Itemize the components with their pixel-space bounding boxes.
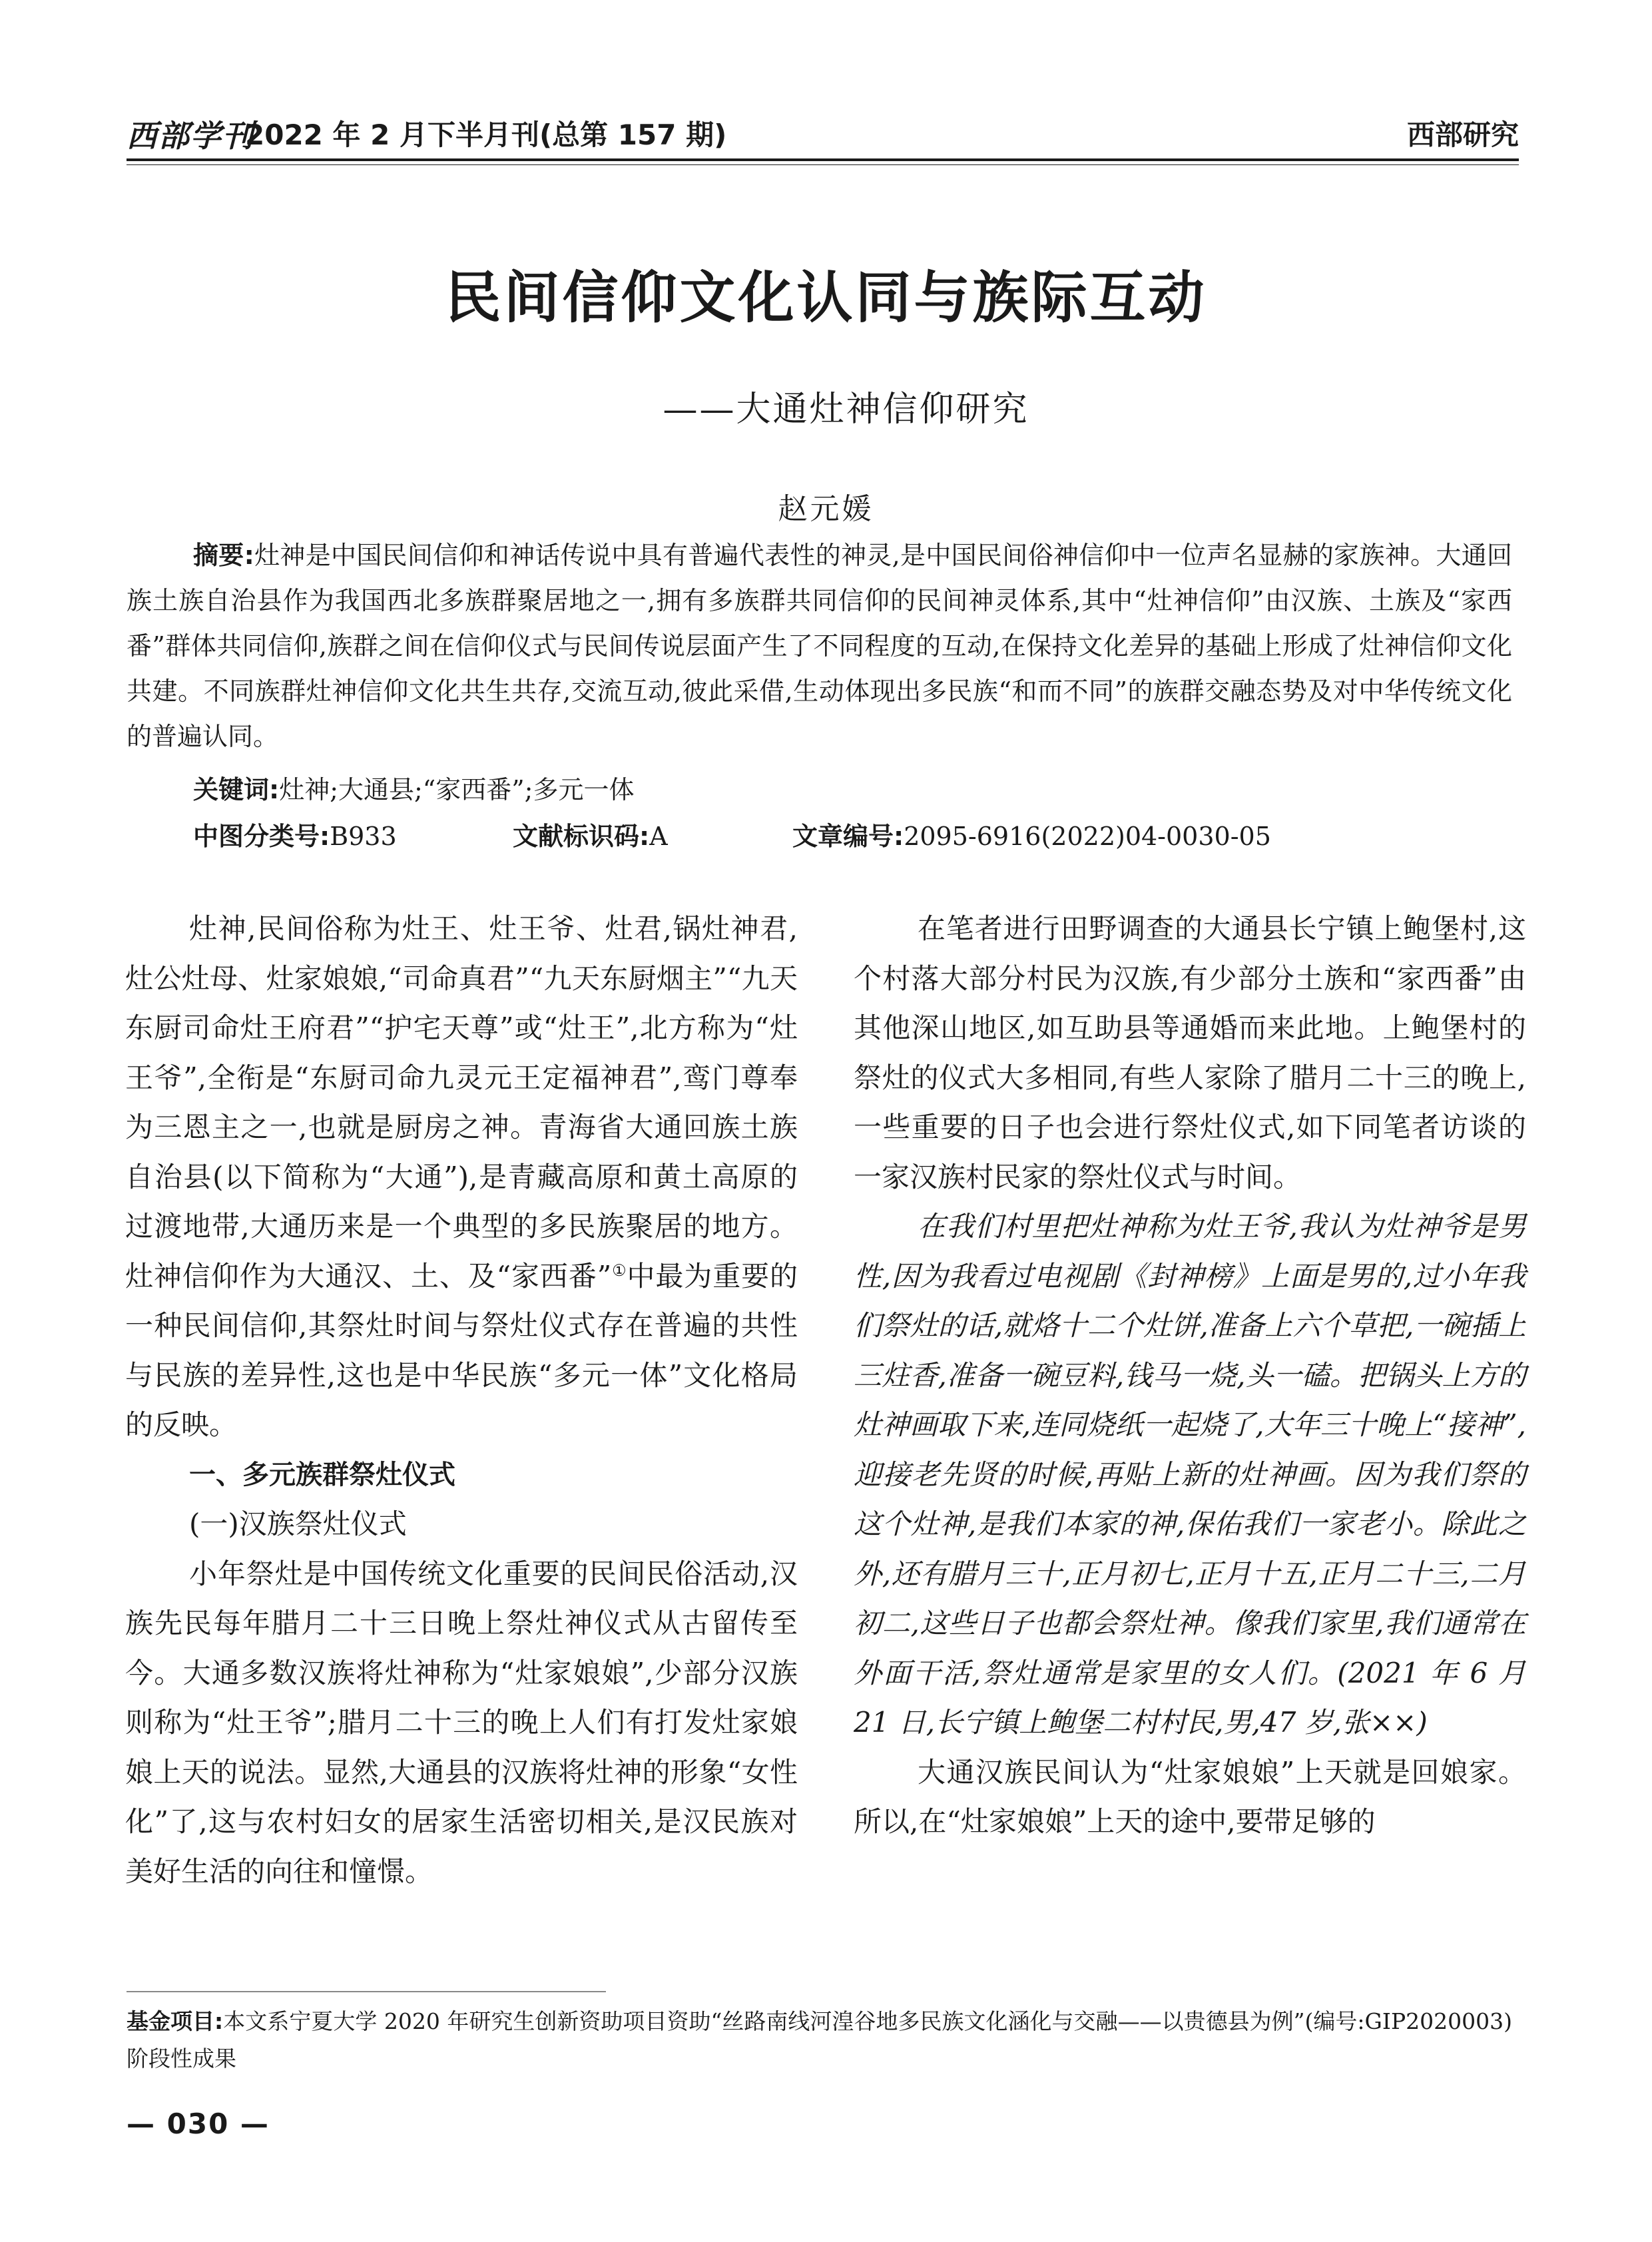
page-number: — 030 — [127,2107,270,2140]
abstract [127,533,1512,759]
body-paragraph: 在笔者进行田野调查的大通县长宁镇上鲍堡村,这个村落大部分村民为汉族,有少部分土族和“家西番”由其他深山地区,如互助县等通婚而来此地。上鲍堡村的祭灶的仪式大多相同,有些人家除了腊月二十三的晚上,一些重要的日子也会进行祭灶仪式,如下同笔者访谈的一家汉族村民家的祭灶仪式与时间。 [854,912,1526,1193]
body-paragraph: 小年祭灶是中国传统文化重要的民间民俗活动,汉族先民每年腊月二十三日晚上祭灶神仪式从古留传至今。大通多数汉族将灶神称为“灶家娘娘”,少部分汉族则称为“灶王爷”;腊月二十三的晚上人们有打发灶家娘娘上天的说法。显然,大通县的汉族将灶神的形象“女性化”了,这与农村妇女的居家生活密切相关,是汉民族对美好生活的向往和憧憬。 [125,1557,798,1888]
running-header [127,112,1519,158]
journal-issue: 2022 年 2 月下半月刊(总第 157 期) [245,119,727,151]
body-column-right [854,904,1526,1847]
subsection-heading: (一)汉族祭灶仪式 [189,1508,407,1540]
doc-value: A [649,822,668,851]
article-subtitle: ——大通灶神信仰研究 [663,390,1029,429]
doc-code [513,814,792,859]
header-rule [127,158,1519,161]
body-paragraph [125,904,798,1450]
article-number-label: 文章编号: [792,822,904,851]
paragraph-text: 中最为重要的一种民间信仰,其祭灶时间与祭灶仪式存在普遍的共性与民族的差异性,这也是中华民族“多元一体”文化格局的反映。 [125,1259,798,1441]
classification-row [193,814,1271,859]
section-name: 西部研究 [1406,119,1519,151]
clc-label: 中图分类号: [193,822,330,851]
funding-footnote [127,2003,1512,2078]
abstract-label: 摘要: [193,541,254,570]
footnote-rule [127,1991,606,1992]
keywords-text: 灶神;大通县;“家西番”;多元一体 [279,775,635,804]
footnote-marker: ① [611,1261,627,1280]
body-column-left [125,904,798,1896]
keywords [193,767,634,812]
journal-logo: 西部学刊 [127,118,254,154]
doc-label: 文献标识码: [513,822,650,851]
keywords-label: 关键词: [193,775,280,804]
paragraph-text: 灶神,民间俗称为灶王、灶王爷、灶君,锅灶神君,灶公灶母、灶家娘娘,“司命真君”“九天东厨烟主”“九天东厨司命灶王府君”“护宅天尊”或“灶王”,北方称为“灶王爷”,全衔是“东厨司命九灵元王定福神君”,鸾门尊奉为三恩主之一,也就是厨房之神。青海省大通回族土族自治县(以下简称为“大通”),是青藏高原和黄土高原的过渡地带,大通历来是一个典型的多民族聚居的地方。灶神信仰作为大通汉、土、及“家西番” [125,912,798,1292]
clc-value: B933 [330,822,397,851]
abstract-text: 灶神是中国民间信仰和神话传说中具有普遍代表性的神灵,是中国民间俗神信仰中一位声名显赫的家族神。大通回族土族自治县作为我国西北多族群聚居地之一,拥有多族群共同信仰的民间神灵体系,其中“灶神信仰”由汉族、土族及“家西番”群体共同信仰,族群之间在信仰仪式与民间传说层面产生了不同程度的互动,在保持文化差异的基础上形成了灶神信仰文化共建。不同族群灶神信仰文化共生共存,交流互动,彼此采借,生动体现出多民族“和而不同”的族群交融态势及对中华传统文化的普遍认同。 [127,541,1512,751]
abstract-paragraph [127,533,1512,759]
clc-code [193,814,513,859]
header-rule-thin [127,164,1519,165]
article-title: 民间信仰文化认同与族际互动 [445,265,1207,330]
section-heading: 一、多元族群祭灶仪式 [189,1459,455,1490]
article-author: 赵元媛 [778,492,874,526]
interview-quote: 在我们村里把灶神称为灶王爷,我认为灶神爷是男性,因为我看过电视剧《封神榜》上面是男的,过小年我们祭灶的话,就烙十二个灶饼,准备上六个草把,一碗插上三炷香,准备一碗豆料,钱马一烧,头一磕。把锅头上方的灶神画取下来,连同烧纸一起烧了,大年三十晚上“接神”,迎接老先贤的时候,再贴上新的灶神画。因为我们祭的这个灶神,是我们本家的神,保佑我们一家老小。除此之外,还有腊月三十,正月初七,正月十五,正月二十三,二月初二,这些日子也都会祭灶神。像我们家里,我们通常在外面干活,祭灶通常是家里的女人们。(2021 年 6 月 21 日,长宁镇上鲍堡二村村民,男,47 岁,张××) [854,1210,1526,1739]
article-number [792,814,1271,859]
footnote-label: 基金项目: [127,2008,224,2034]
body-paragraph: 大通汉族民间认为“灶家娘娘”上天就是回娘家。所以,在“灶家娘娘”上天的途中,要带足够的 [854,1755,1526,1838]
footnote-text: 本文系宁夏大学 2020 年研究生创新资助项目资助“丝路南线河湟谷地多民族文化涵化与交融——以贵德县为例”(编号:GIP2020003)阶段性成果 [127,2008,1512,2072]
article-number-value: 2095-6916(2022)04-0030-05 [904,822,1271,851]
